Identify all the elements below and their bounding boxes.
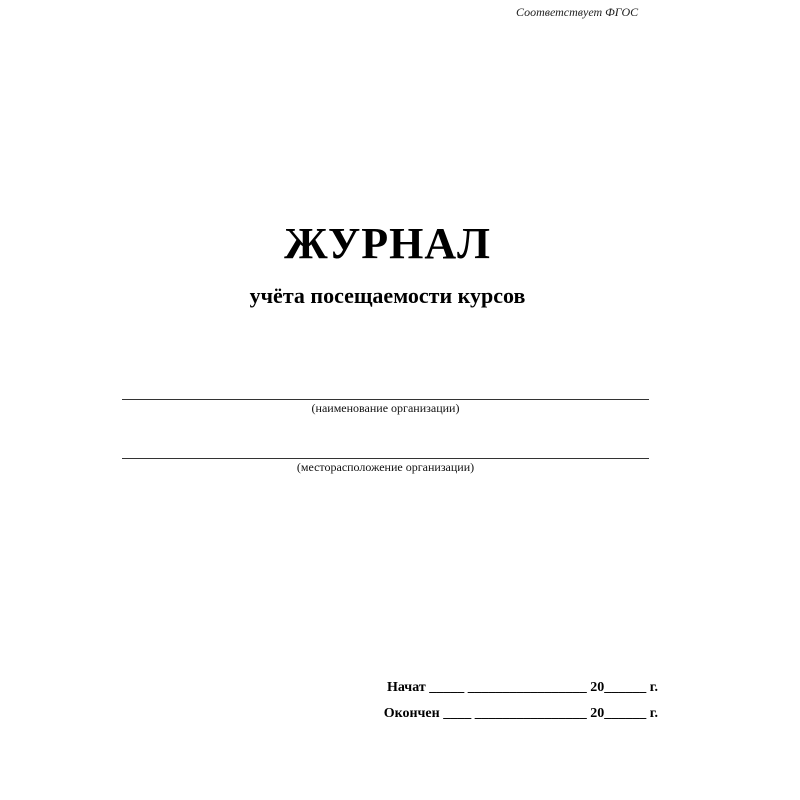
journal-title: ЖУРНАЛ xyxy=(284,219,491,268)
compliance-note: Соответствует ФГОС xyxy=(516,5,639,19)
organization-location-caption: (месторасположение организации) xyxy=(296,460,475,474)
organization-name-caption: (наименование организации) xyxy=(311,401,460,415)
journal-subtitle: учёта посещаемости курсов xyxy=(249,283,526,308)
end-date-line: Окончен ____ ________________ 20______ г. xyxy=(383,706,658,721)
start-date-line: Начат _____ _________________ 20______ г. xyxy=(386,680,658,695)
organization-location-line xyxy=(122,458,649,459)
organization-name-line xyxy=(122,399,649,400)
